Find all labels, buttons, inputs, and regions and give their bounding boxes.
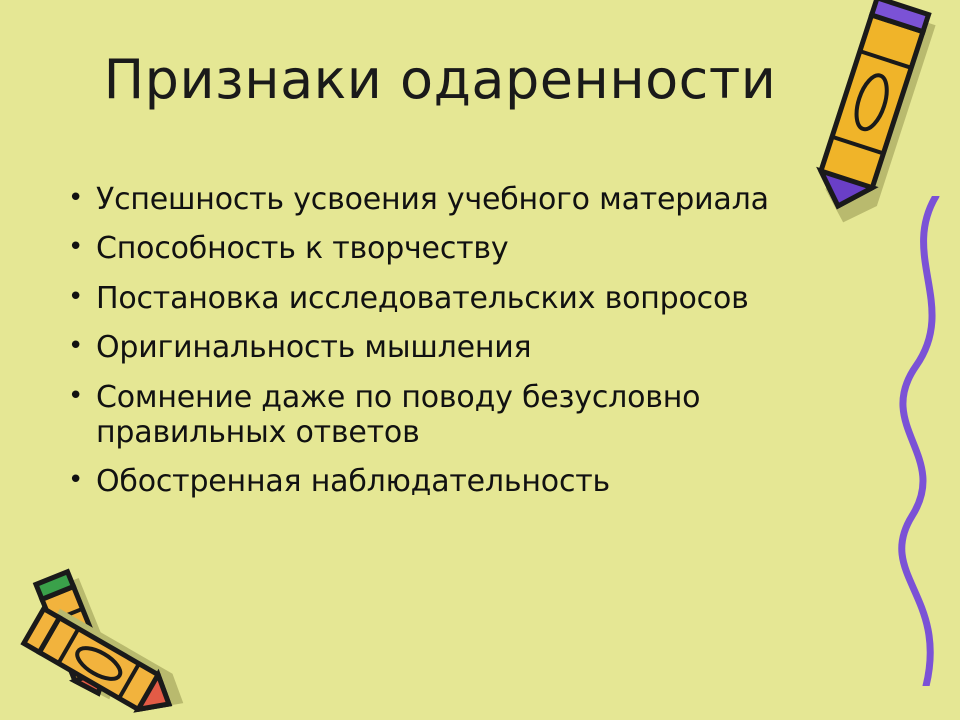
bullet-icon: • xyxy=(68,380,84,411)
list-item-label: Постановка исследовательских вопросов xyxy=(96,280,749,316)
list-item xyxy=(60,330,850,365)
bullet-icon: • xyxy=(68,331,84,362)
list-item-label: Способность к творчеству xyxy=(96,231,509,267)
list-item xyxy=(60,464,850,499)
list-item xyxy=(60,281,850,316)
crayon-icon xyxy=(770,0,950,224)
list-item-label: Успешность усвоения учебного материала xyxy=(96,182,769,217)
squiggle-decoration xyxy=(840,196,960,686)
bullet-icon: • xyxy=(68,183,84,213)
list-item-label: Оригинальность мышления xyxy=(96,330,532,366)
bullet-icon: • xyxy=(68,465,84,496)
list-item xyxy=(60,182,850,217)
bullet-list xyxy=(60,182,850,514)
bullet-icon: • xyxy=(68,232,84,263)
list-item xyxy=(60,380,850,451)
bullet-icon: • xyxy=(68,281,84,312)
list-item xyxy=(60,231,850,266)
list-item-label: Сомнение даже по поводу безусловно правильных ответов xyxy=(96,379,701,450)
list-item-label: Обостренная наблюдательность xyxy=(96,464,610,500)
crayons-icon xyxy=(0,560,230,720)
page-title: Признаки одаренности xyxy=(103,48,777,111)
